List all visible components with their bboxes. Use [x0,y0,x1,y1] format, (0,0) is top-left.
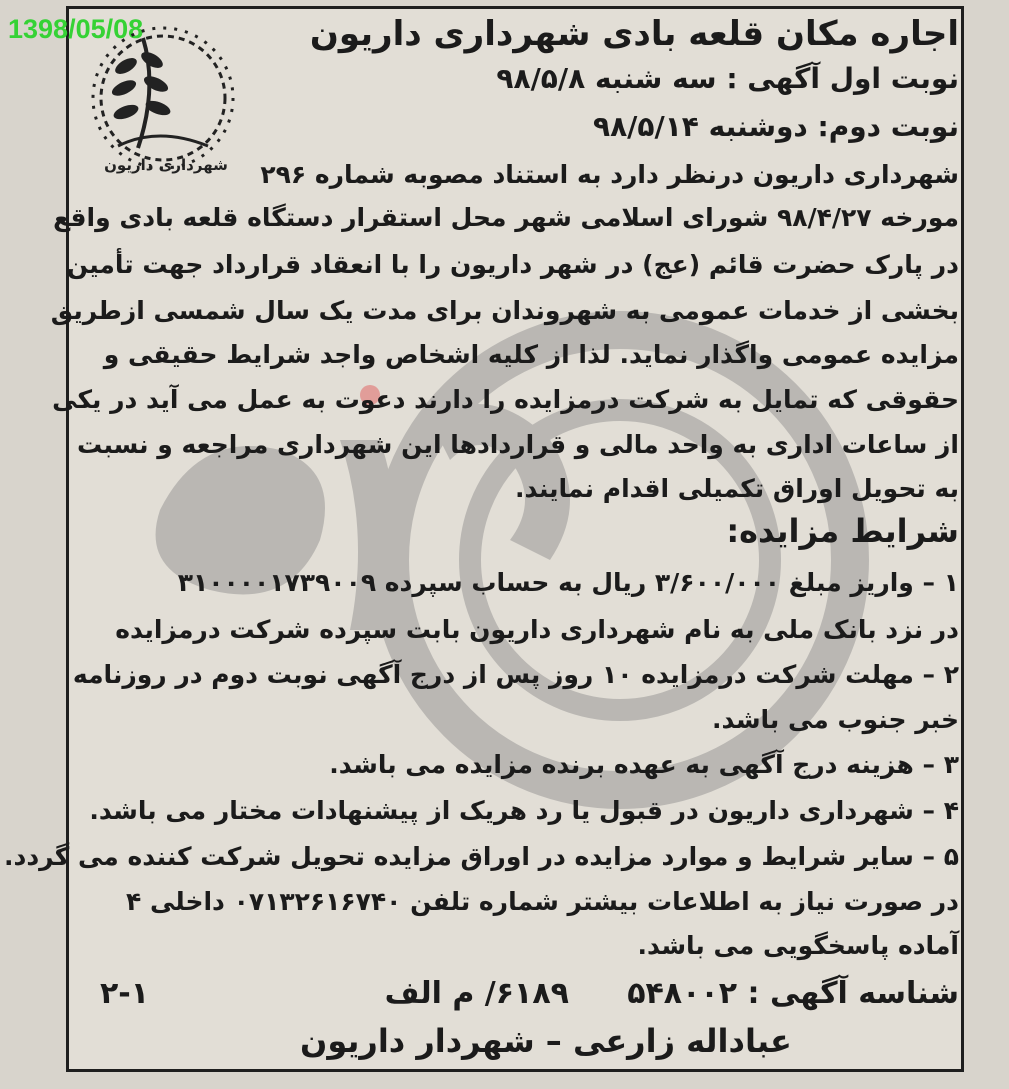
ad-sequence: ۲-۱ [100,976,150,1011]
contact-line: آماده پاسخگویی می باشد. [637,931,959,960]
body-line: از ساعات اداری به واحد مالی و قراردادها این شهرداری مراجعه و نسبت [77,430,959,459]
first-notice: نوبت اول آگهی : سه شنبه ۹۸/۵/۸ [496,62,959,95]
condition-line: خبر جنوب می باشد. [712,705,959,734]
body-line: به تحویل اوراق تکمیلی اقدام نمایند. [515,474,959,503]
body-line: شهرداری داریون درنظر دارد به استناد مصوبه شماره ۲۹۶ [260,160,959,189]
logo-caption: شهرداری داریون [104,156,228,174]
condition-line: ۴ – شهرداری داریون در قبول یا رد هریک از پیشنهادات مختار می باشد. [89,796,959,825]
ad-id: شناسه آگهی : ۵۴۸۰۰۲ [627,976,959,1011]
ad-footer [90,976,959,1020]
signature: عباداله زارعی – شهردار داریون [300,1022,792,1060]
body-line: در پارک حضرت قائم (عج) در شهر داریون را با انعقاد قرارداد جهت تأمین [66,250,959,279]
condition-line: در نزد بانک ملی به نام شهرداری داریون بابت سپرده شرکت درمزایده [115,615,959,644]
body-line: مورخه ۹۸/۴/۲۷ شورای اسلامی شهر محل استقرار دستگاه قلعه بادی واقع [53,203,959,232]
condition-line: ۲ – مهلت شرکت درمزایده ۱۰ روز پس از درج آگهی نوبت دوم در روزنامه [72,660,959,689]
body-line: بخشی از خدمات عمومی به شهروندان برای مدت یک سال شمسی ازطریق [50,296,959,325]
condition-line: ۵ – سایر شرایط و موارد مزایده در اوراق مزایده تحویل شرکت کننده می گردد. [4,842,959,871]
second-notice: نوبت دوم: دوشنبه ۹۸/۵/۱۴ [592,110,959,143]
date-stamp: 1398/05/08 [8,14,144,44]
body-line: حقوقی که تمایل به شرکت درمزایده را دارند دعوت به عمل می آید در یکی [52,385,959,414]
condition-line: ۳ – هزینه درج آگهی به عهده برنده مزایده می باشد. [329,750,959,779]
ad-title: اجاره مکان قلعه بادی شهرداری داریون [309,14,959,54]
contact-line: در صورت نیاز به اطلاعات بیشتر شماره تلفن ۰۷۱۳۲۶۱۶۷۴۰ داخلی ۴ [125,887,959,916]
condition-line: ۱ – واریز مبلغ ۳/۶۰۰/۰۰۰ ریال به حساب سپرده ۳۱۰۰۰۰۱۷۳۹۰۰۹ [177,568,959,597]
conditions-title: شرایط مزایده: [726,512,959,550]
body-line: مزایده عمومی واگذار نماید. لذا از کلیه اشخاص واجد شرایط حقیقی و [103,340,959,369]
ad-code: ۶۱۸۹/ م الف [384,976,569,1011]
